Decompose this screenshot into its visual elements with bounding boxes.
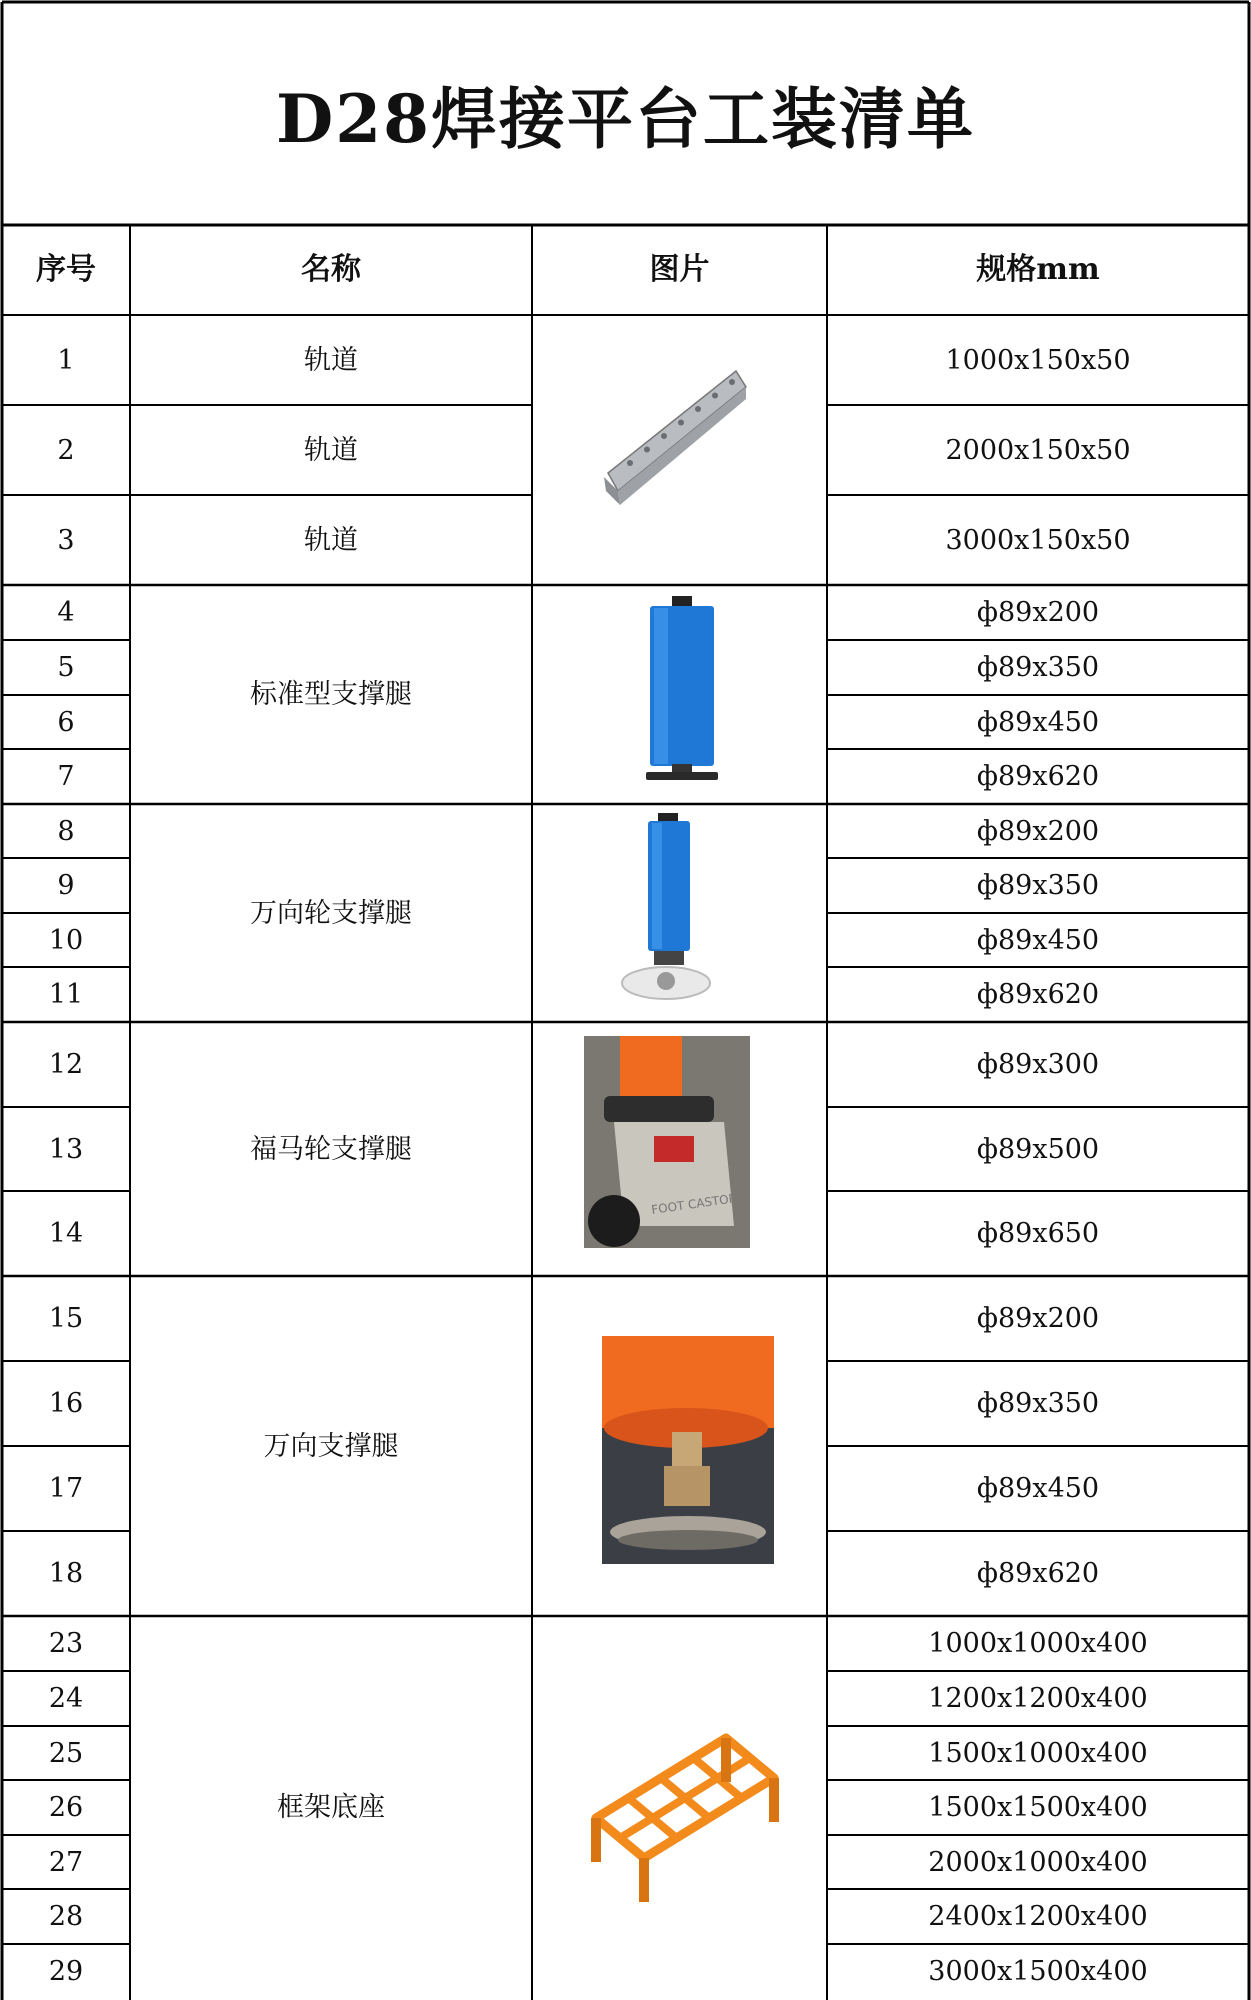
row-spec: 2000x1000x400: [928, 1846, 1148, 1878]
foot-caster-image: [584, 1036, 750, 1248]
row-index: 23: [48, 1628, 84, 1659]
foot-castor-label: FOOT CASTOR: [650, 1191, 738, 1217]
row-spec: ф89x650: [976, 1218, 1100, 1249]
row-spec: ф89x620: [976, 979, 1100, 1010]
row-spec: ф89x450: [976, 924, 1100, 956]
row-index: 5: [57, 652, 75, 683]
row-spec: ф89x350: [976, 1388, 1100, 1419]
group-name: 框架底座: [277, 1792, 385, 1823]
row-spec: ф89x200: [976, 597, 1100, 628]
row-index: 8: [57, 815, 75, 847]
header-index: 序号: [36, 252, 96, 287]
row-index: 7: [57, 761, 75, 792]
header-name: 名称: [301, 252, 361, 287]
header-spec: 规格mm: [976, 252, 1100, 287]
row-spec: 2400x1200x400: [928, 1901, 1148, 1932]
header-image: 图片: [649, 252, 710, 287]
row-spec: 1200x1200x400: [928, 1683, 1148, 1714]
group-name: 标准型支撑腿: [250, 679, 412, 710]
row-index: 15: [48, 1303, 84, 1334]
row-spec: ф89x200: [976, 1303, 1100, 1334]
row-index: 11: [48, 979, 84, 1010]
row-name: 轨道: [304, 434, 358, 466]
row-spec: 1000x150x50: [945, 344, 1131, 376]
row-index: 24: [48, 1683, 84, 1714]
group-name: 万向支撑腿: [263, 1430, 399, 1462]
row-index: 28: [48, 1901, 84, 1932]
row-index: 18: [48, 1558, 84, 1589]
row-spec: 1500x1000x400: [928, 1737, 1148, 1769]
row-name: 轨道: [304, 344, 358, 376]
row-index: 12: [48, 1049, 84, 1080]
row-spec: ф89x300: [976, 1049, 1100, 1080]
row-spec: ф89x350: [976, 652, 1100, 683]
row-spec: ф89x200: [976, 815, 1100, 847]
row-name: 轨道: [304, 524, 358, 556]
rail-image: [604, 371, 746, 505]
row-spec: ф89x620: [976, 761, 1100, 792]
row-index: 25: [48, 1737, 84, 1769]
row-index: 26: [48, 1792, 84, 1823]
row-index: 16: [48, 1388, 84, 1419]
row-spec: ф89x500: [976, 1133, 1100, 1165]
row-index: 6: [57, 706, 75, 738]
row-index: 2: [57, 434, 75, 466]
swivel-foot-leg-image: [602, 1336, 774, 1564]
row-spec: ф89x450: [976, 706, 1100, 738]
row-spec: ф89x350: [976, 870, 1100, 901]
row-index: 4: [57, 597, 75, 628]
row-index: 3: [57, 524, 75, 556]
sheet-title: D28焊接平台工装清单: [275, 79, 976, 158]
row-spec: 1500x1500x400: [928, 1792, 1148, 1823]
row-spec: ф89x450: [976, 1473, 1100, 1504]
row-spec: 3000x1500x400: [928, 1956, 1148, 1987]
row-index: 14: [48, 1218, 84, 1249]
row-index: 1: [57, 344, 75, 376]
group-name: 福马轮支撑腿: [250, 1133, 412, 1165]
row-index: 27: [48, 1846, 84, 1878]
row-index: 9: [57, 870, 75, 901]
row-index: 29: [48, 1956, 84, 1987]
blue-support-leg-image: [646, 596, 718, 780]
row-spec: 2000x150x50: [945, 434, 1131, 466]
group-name: 万向轮支撑腿: [250, 897, 412, 929]
row-spec: 3000x150x50: [945, 524, 1131, 556]
row-index: 17: [48, 1473, 84, 1504]
blue-caster-leg-image: [622, 813, 710, 999]
row-spec: 1000x1000x400: [928, 1628, 1148, 1659]
row-spec: ф89x620: [976, 1558, 1100, 1589]
row-index: 13: [48, 1133, 84, 1165]
row-index: 10: [48, 924, 84, 956]
frame-base-image: [591, 1738, 779, 1902]
